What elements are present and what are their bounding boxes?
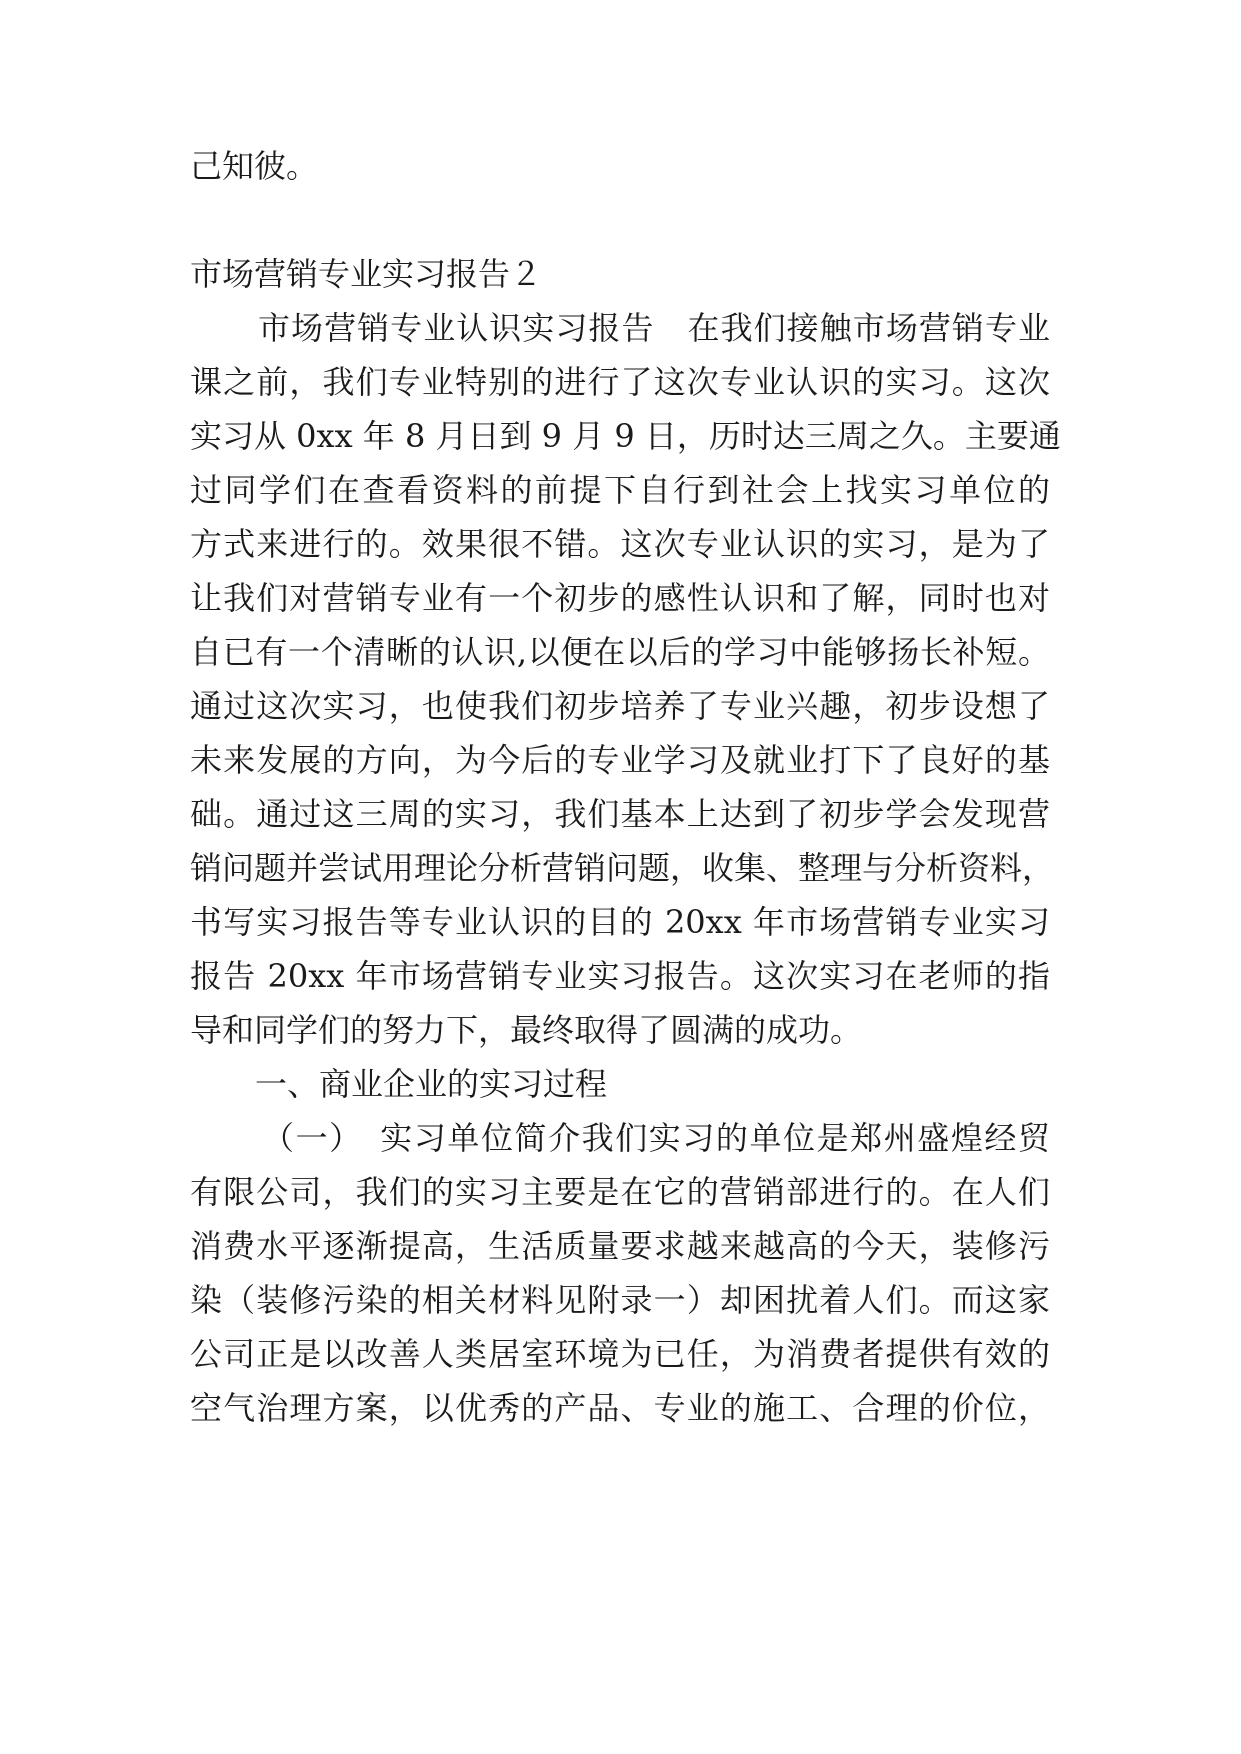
paragraph-line: 报告 20xx 年市场营销专业实习报告。这次实习在老师的指 (190, 957, 1050, 995)
paragraph-line: 己知彼。 (190, 147, 319, 185)
paragraph-line: 有限公司，我们的实习主要是在它的营销部进行的。在人们 (190, 1173, 1050, 1211)
paragraph-line: 通过这次实习，也使我们初步培养了专业兴趣，初步设想了 (190, 687, 1050, 725)
paragraph-line: 消费水平逐渐提高，生活质量要求越来越高的今天，装修污 (190, 1227, 1050, 1265)
subsection-heading: 一、商业企业的实习过程 (255, 1065, 608, 1103)
paragraph-line: 让我们对营销专业有一个初步的感性认识和了解，同时也对 (190, 579, 1050, 617)
paragraph-line: （一） 实习单位简介我们实习的单位是郑州盛煌经贸 (262, 1119, 1050, 1157)
paragraph-line: 导和同学们的努力下，最终取得了圆满的成功。 (190, 1011, 863, 1049)
paragraph-line: 空气治理方案，以优秀的产品、专业的施工、合理的价位， (190, 1389, 1050, 1427)
paragraph-line: 销问题并尝试用理论分析营销问题，收集、整理与分析资料， (190, 849, 1055, 887)
paragraph-line: 方式来进行的。效果很不错。这次专业认识的实习，是为了 (190, 525, 1050, 563)
paragraph-line: 书写实习报告等专业认识的目的 20xx 年市场营销专业实习 (190, 903, 1050, 941)
paragraph-line: 础。通过这三周的实习，我们基本上达到了初步学会发现营 (190, 795, 1050, 833)
paragraph-line: 公司正是以改善人类居室环境为已任，为消费者提供有效的 (190, 1335, 1050, 1373)
paragraph-line: 实习从 0xx 年 8 月日到 9 月 9 日，历时达三周之久。主要通 (190, 417, 1061, 455)
paragraph-line: 未来发展的方向，为今后的专业学习及就业打下了良好的基 (190, 741, 1050, 779)
paragraph-line: 染（装修污染的相关材料见附录一）却困扰着人们。而这家 (190, 1281, 1050, 1319)
paragraph-line: 过同学们在查看资料的前提下自行到社会上找实习单位的 (190, 471, 1050, 509)
section-heading: 市场营销专业实习报告２ (190, 255, 543, 293)
paragraph-line: 市场营销专业认识实习报告 在我们接触市场营销专业 (258, 309, 1050, 347)
paragraph-line: 课之前，我们专业特别的进行了这次专业认识的实习。这次 (190, 363, 1050, 401)
paragraph-line: 自已有一个清晰的认识,以便在以后的学习中能够扬长补短。 (190, 633, 1050, 671)
